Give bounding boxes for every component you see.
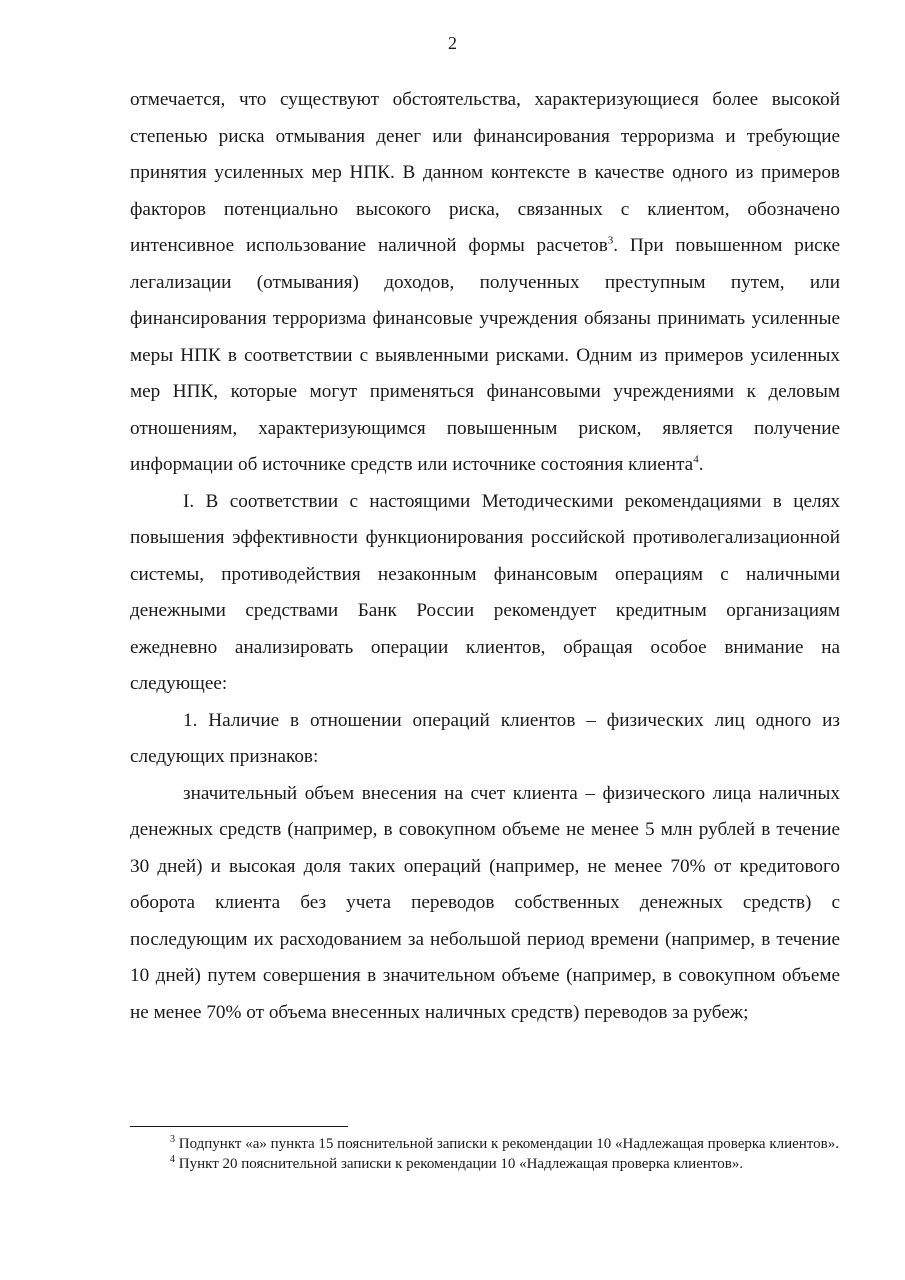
paragraph-text: отмечается, что существуют обстоятельства, характеризующиеся более высокой степенью риска отмывания денег или финансирования терроризма и требующие принятия усиленных мер НПК. В данном контексте в качестве одного из примеров факторов потенциально высокого риска, связанных с клиентом, обозначено интенсивное использование наличной формы расчетов bbox=[130, 89, 840, 256]
footnote-text: Подпункт «а» пункта 15 пояснительной записки к рекомендации 10 «Надлежащая проверка клиентов». bbox=[175, 1136, 839, 1152]
paragraph bbox=[130, 484, 840, 703]
footnote-number: 4 bbox=[170, 1153, 175, 1165]
footnote bbox=[130, 1155, 840, 1174]
paragraph-text: . bbox=[698, 454, 704, 475]
paragraph bbox=[130, 776, 840, 1032]
paragraph bbox=[130, 82, 840, 484]
footnote-reference[interactable]: 3 bbox=[607, 234, 614, 247]
paragraph-text: значительный объем внесения на счет клиента – физического лица наличных денежных средств (например, в совокупном объеме не менее 5 млн рублей в течение 30 дней) и высокая доля таких операций (например, не менее 70% от кредитового оборота клиента без учета переводов собственных денежных средств) с последующим их расходованием за небольшой период времени (например, в течение 10 дней) путем совершения в значительном объеме (например, в совокупном объеме не менее 70% от объема внесенных наличных средств) переводов за рубеж; bbox=[130, 782, 840, 1023]
paragraph bbox=[130, 703, 840, 776]
page-number: 2 bbox=[448, 33, 457, 53]
footnote-number: 3 bbox=[170, 1134, 175, 1145]
paragraph-text: I. В соответствии с настоящими Методическими рекомендациями в целях повышения эффективности функционирования российской противолегализационной системы, противодействия незаконным финансовым операциям с наличными денежными средствами Банк России рекомендует кредитным организациям ежедневно анализировать операции клиентов, обращая особое внимание на следующее: bbox=[130, 490, 840, 694]
footnotes bbox=[130, 1135, 840, 1174]
footnote-reference[interactable]: 4 bbox=[693, 453, 699, 466]
footnote-divider bbox=[130, 1126, 348, 1127]
body-text bbox=[130, 82, 840, 1031]
footnote-text: Пункт 20 пояснительной записки к рекомендации 10 «Надлежащая проверка клиентов». bbox=[175, 1155, 744, 1172]
footnote bbox=[130, 1135, 840, 1154]
paragraph-text: 1. Наличие в отношении операций клиентов – физических лиц одного из следующих признаков: bbox=[130, 709, 840, 767]
paragraph-text: . При повышенном риске легализации (отмывания) доходов, полученных преступным путем, или финансирования терроризма финансовые учреждения обязаны принимать усиленные меры НПК в соответствии с выявленными рисками. Одним из примеров усиленных мер НПК, которые могут применяться финансовыми учреждениями к деловым отношениям, характеризующимся повышенным риском, является получение информации об источнике средств или источнике состояния клиента bbox=[130, 235, 840, 475]
